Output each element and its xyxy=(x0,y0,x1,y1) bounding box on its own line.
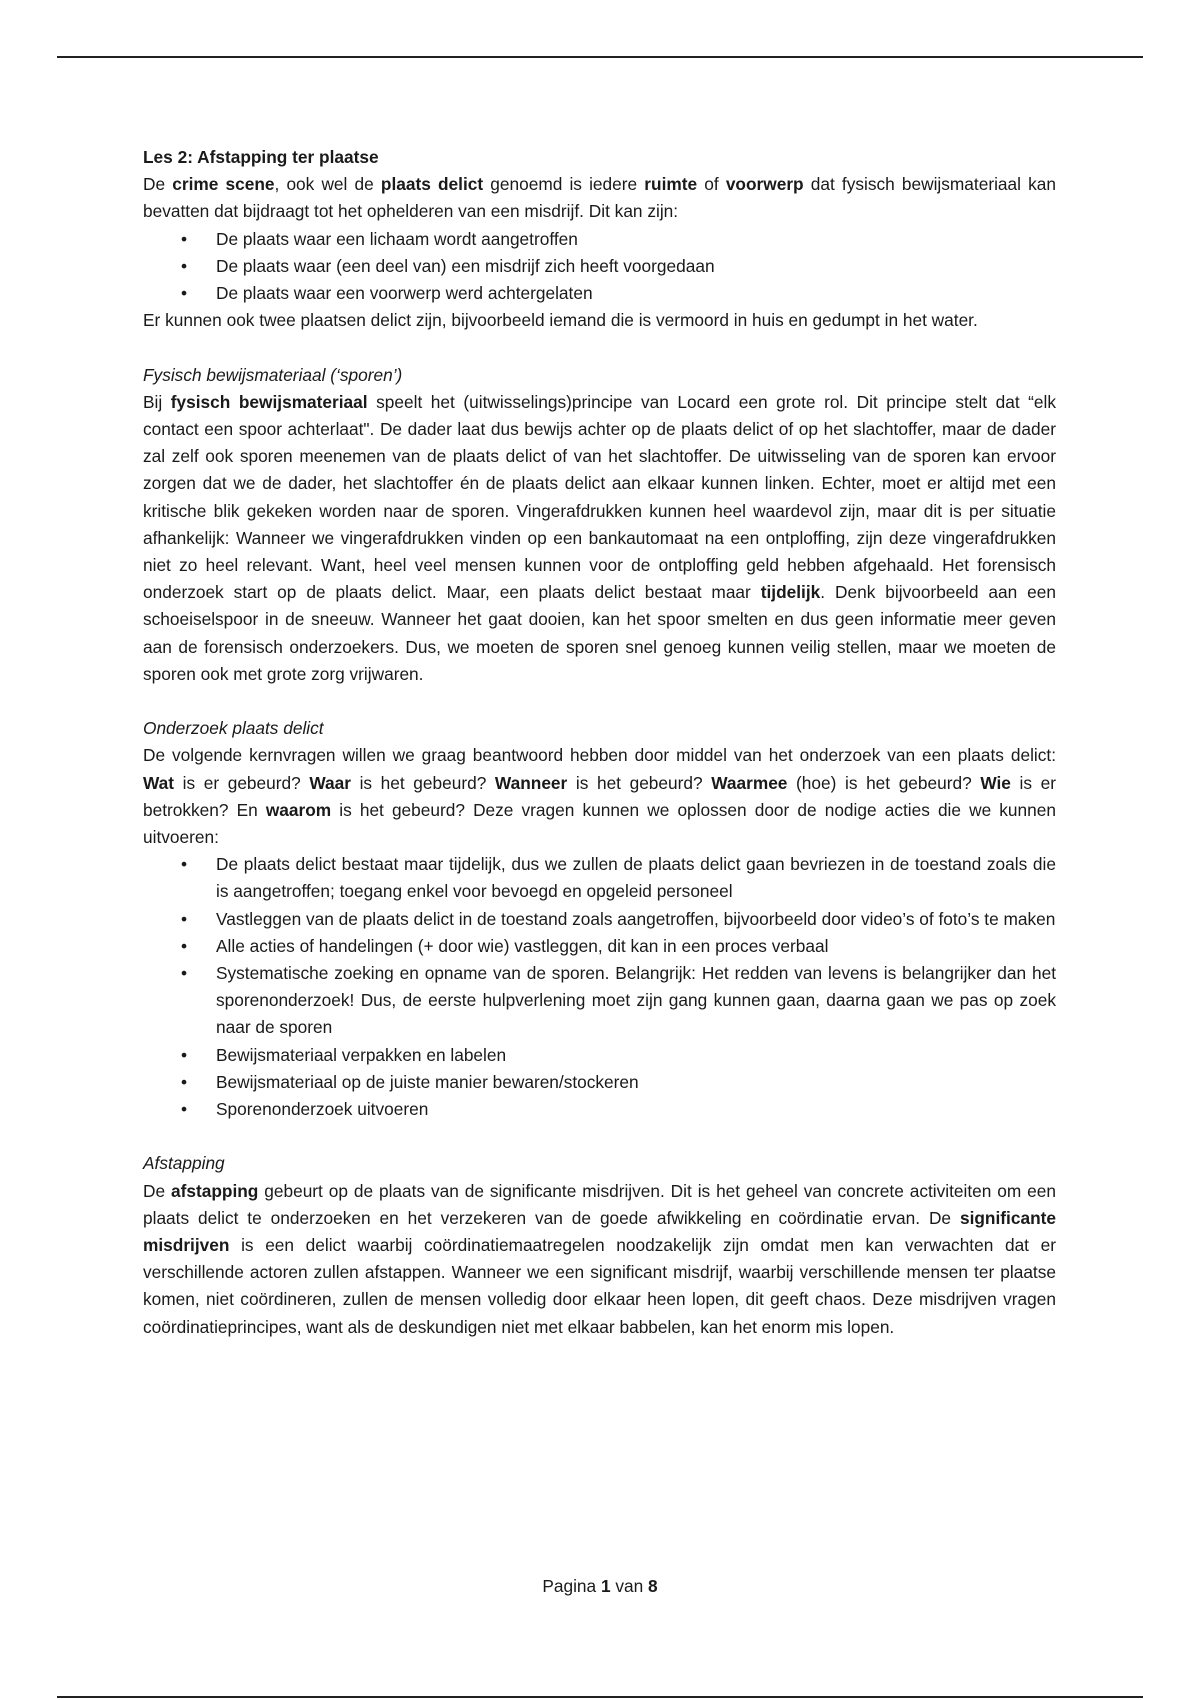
onderzoek-text-7: is het gebeurd? Deze vragen kunnen we oplossen door de nodige acties die we kunnen uitvoeren: xyxy=(143,799,1056,848)
current-page-number: 1 xyxy=(600,1576,611,1596)
document-body xyxy=(143,144,1056,1341)
term-tijdelijk: tijdelijk xyxy=(760,582,821,603)
footer-prefix: Pagina xyxy=(542,1576,601,1596)
onderzoek-text-4: is het gebeurd? xyxy=(567,772,712,793)
afstapping-paragraph xyxy=(143,1178,1056,1341)
intro-text-5: dat fysisch bewijsmateriaal kan bevatten dat bijdraagt tot het ophelderen van een misdrijf. Dit kan zijn: xyxy=(143,174,1056,222)
sporen-paragraph xyxy=(143,389,1056,688)
list-item: • Vastleggen van de plaats delict in de toestand zoals aangetroffen, bijvoorbeeld door video’s of foto’s te maken xyxy=(143,906,1056,933)
list-item: • De plaats waar een lichaam wordt aangetroffen xyxy=(143,226,1056,253)
sporen-text-3: . Denk bijvoorbeeld aan een schoeiselspoor in de sneeuw. Wanneer het gaat dooien, kan het spoor smelten en dus geen informatie meer geven aan de forensisch onderzoekers. Dus, we moeten de sporen snel genoeg kunnen veilig stellen, maar we moeten de sporen ook met grote zorg vrijwaren. xyxy=(143,582,1056,684)
list-item: • De plaats waar (een deel van) een misdrijf zich heeft voorgedaan xyxy=(143,253,1056,280)
onderzoek-text-5: (hoe) is het gebeurd? xyxy=(787,772,981,793)
onderzoek-text-2: is er gebeurd? xyxy=(174,772,310,793)
list-item: • De plaats waar een voorwerp werd achtergelaten xyxy=(143,280,1056,307)
total-page-count: 8 xyxy=(648,1576,658,1596)
onderzoek-text-6: is er betrokken? En xyxy=(143,772,1056,820)
term-significante-misdrijven: significante misdrijven xyxy=(143,1207,1056,1256)
list-item: • Bewijsmateriaal op de juiste manier bewaren/stockeren xyxy=(143,1069,1056,1096)
intro-text-2: , ook wel de xyxy=(274,174,381,195)
footer-middle: van xyxy=(610,1576,649,1596)
list-item: • Alle acties of handelingen (+ door wie) vastleggen, dit kan in een proces verbaal xyxy=(143,933,1056,960)
onderzoek-text-1: De volgende kernvragen willen we graag beantwoord hebben door middel van het onderzoek van een plaats delict: xyxy=(143,745,1056,766)
term-wanneer: Wanneer xyxy=(494,772,568,793)
spacer xyxy=(143,1123,1056,1150)
page-footer xyxy=(0,1574,1200,1598)
header-rule xyxy=(57,56,1143,58)
term-fysisch-bewijsmateriaal: fysisch bewijsmateriaal xyxy=(170,391,368,412)
section-heading-sporen: Fysisch bewijsmateriaal (‘sporen’) xyxy=(143,364,403,385)
list-item: • Systematische zoeking en opname van de sporen. Belangrijk: Het redden van levens is belangrijker dan het sporenonderzoek! Dus, de eerste hulpverlening moet zijn gang kunnen gaan, daarna gaan we pas op zoek naar de sporen xyxy=(143,960,1056,1042)
onderzoek-paragraph xyxy=(143,742,1056,851)
sporen-text-2: speelt het (uitwisselings)principe van Locard een grote rol. Dit principe stelt dat “elk contact een spoor achterlaat". De dader laat dus bewijs achter op de plaats delict of op het slachtoffer, maar de dader zal zelf ook sporen meenemen van de plaats delict of van het slachtoffer. De uitwisseling van de sporen kan ervoor zorgen dat we de dader, het slachtoffer én de plaats delict aan elkaar kunnen linken. Echter, moet er altijd met een kritische blik gekeken worden naar de sporen. Vingerafdrukken kunnen heel waardevol zijn, maar dit is per situatie afhankelijk: Wanneer we vingerafdrukken vinden op een bankautomaat na een ontploffing, zijn deze vingerafdrukken niet zo heel relevant. Want, heel veel mensen kunnen voor de ontploffing geld hebben afgehaald. Het forensisch onderzoek start op de plaats delict. Maar, een plaats delict bestaat maar xyxy=(143,391,1057,603)
term-waar: Waar xyxy=(309,772,351,793)
intro-after-paragraph: Er kunnen ook twee plaatsen delict zijn, bijvoorbeeld iemand die is vermoord in huis en gedumpt in het water. xyxy=(143,310,978,331)
onderzoek-bullet-list xyxy=(143,851,1056,1123)
term-crime-scene: crime scene xyxy=(172,174,275,195)
section-heading-onderzoek: Onderzoek plaats delict xyxy=(143,718,324,739)
term-plaats-delict: plaats delict xyxy=(380,174,484,195)
term-waarom: waarom xyxy=(265,799,332,820)
intro-text-4: of xyxy=(697,174,726,195)
list-item: • Sporenonderzoek uitvoeren xyxy=(143,1096,1056,1123)
term-waarmee: Waarmee xyxy=(711,772,788,793)
footer-rule xyxy=(57,1696,1143,1698)
list-item: • De plaats delict bestaat maar tijdelijk, dus we zullen de plaats delict gaan bevriezen in de toestand zoals die is aangetroffen; toegang enkel voor bevoegd en opgeleid personeel xyxy=(143,851,1056,905)
term-afstapping: afstapping xyxy=(170,1180,259,1201)
spacer xyxy=(143,688,1056,715)
sporen-text-1: Bij xyxy=(143,391,171,412)
list-item: • Bewijsmateriaal verpakken en labelen xyxy=(143,1042,1056,1069)
afstapping-text-3: is een delict waarbij coördinatiemaatregelen noodzakelijk zijn omdat men kan verwachten dat er verschillende actoren zullen afstappen. Wanneer we een significant misdrijf, waarbij verschillende mensen ter plaatse komen, niet coördineren, zullen de mensen volledig door elkaar heen lopen, dit geeft chaos. Deze misdrijven vragen coördinatieprincipes, want als de deskundigen niet met elkaar babbelen, kan het enorm mis lopen. xyxy=(143,1235,1056,1337)
intro-text-1: De xyxy=(143,174,173,195)
afstapping-text-2: gebeurt op de plaats van de significante misdrijven. Dit is het geheel van concrete activiteiten om een plaats delict te onderzoeken en het verzekeren van de goede afwikkeling en coördinatie ervan. De xyxy=(143,1180,1056,1228)
term-ruimte: ruimte xyxy=(644,174,698,195)
afstapping-text-1: De xyxy=(143,1180,171,1201)
spacer xyxy=(143,334,1056,361)
intro-text-3: genoemd is iedere xyxy=(483,174,645,195)
lesson-title: Les 2: Afstapping ter plaatse xyxy=(143,147,379,167)
section-heading-afstapping: Afstapping xyxy=(143,1153,225,1174)
term-wie: Wie xyxy=(980,772,1011,793)
term-voorwerp: voorwerp xyxy=(725,174,804,195)
onderzoek-text-3: is het gebeurd? xyxy=(350,772,495,793)
term-wat: Wat xyxy=(143,772,175,793)
intro-bullet-list xyxy=(143,226,1056,308)
intro-paragraph xyxy=(143,171,1056,225)
